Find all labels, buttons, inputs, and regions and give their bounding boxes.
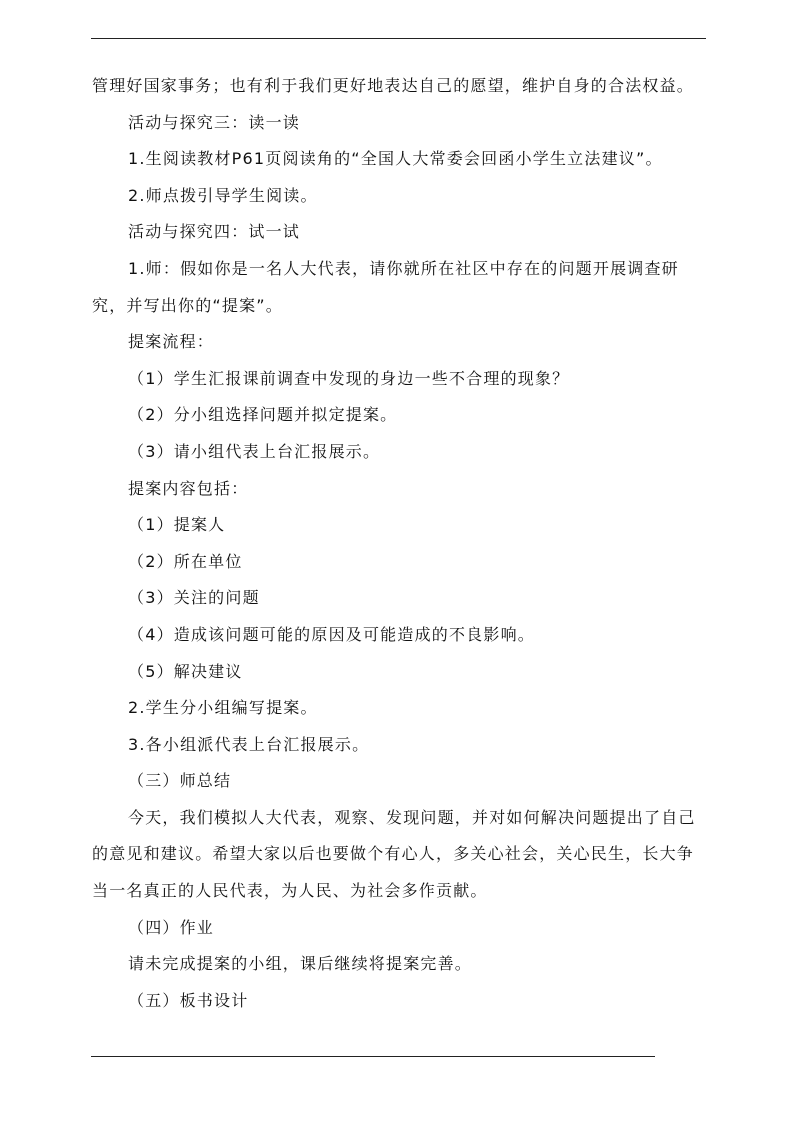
paragraph: 3.各小组派代表上台汇报展示。 (128, 734, 370, 754)
paragraph: 提案内容包括： (128, 478, 249, 498)
footer-rule (91, 1056, 655, 1057)
list-item: （2）所在单位 (128, 551, 243, 571)
section-heading: （五）板书设计 (128, 990, 249, 1010)
list-item: （5）解决建议 (128, 661, 243, 681)
paragraph: 2.学生分小组编写提案。 (128, 698, 318, 718)
list-item: （1）学生汇报课前调查中发现的身边一些不合理的现象？ (128, 368, 570, 388)
paragraph: 管理好国家事务；也有利于我们更好地表达自己的愿望，维护自身的合法权益。 (92, 76, 695, 95)
section-heading: 活动与探究三：读一读 (128, 112, 301, 132)
section-heading: （三）师总结 (128, 771, 232, 791)
list-item: （3）关注的问题 (128, 588, 260, 608)
list-item: （1）提案人 (128, 515, 226, 535)
section-heading: 活动与探究四：试一试 (128, 222, 301, 242)
paragraph: 今天，我们模拟人大代表，观察、发现问题，并对如何解决问题提出了自己的意见和建议。希望大家以后也要做个有心人，多关心社会，关心民生，长大争当一名真正的人民代表，为人民、为社会多作贡献。 (92, 807, 696, 901)
paragraph: 提案流程： (128, 332, 215, 352)
paragraph: 请未完成提案的小组，课后继续将提案完善。 (128, 954, 473, 974)
list-item: （3）请小组代表上台汇报展示。 (128, 441, 381, 461)
header-rule (91, 38, 706, 39)
paragraph: 2.师点拨引导学生阅读。 (128, 185, 318, 205)
list-item: （2）分小组选择问题并拟定提案。 (128, 405, 398, 425)
paragraph: 1.生阅读教材P61页阅读角的“全国人大常委会回函小学生立法建议”。 (128, 149, 663, 169)
document-body (92, 68, 704, 1019)
list-item: （4）造成该问题可能的原因及可能造成的不良影响。 (128, 624, 535, 644)
section-heading: （四）作业 (128, 917, 215, 937)
paragraph: 1.师：假如你是一名人大代表，请你就所在社区中存在的问题开展调查研究，并写出你的“提案”。 (92, 258, 679, 315)
